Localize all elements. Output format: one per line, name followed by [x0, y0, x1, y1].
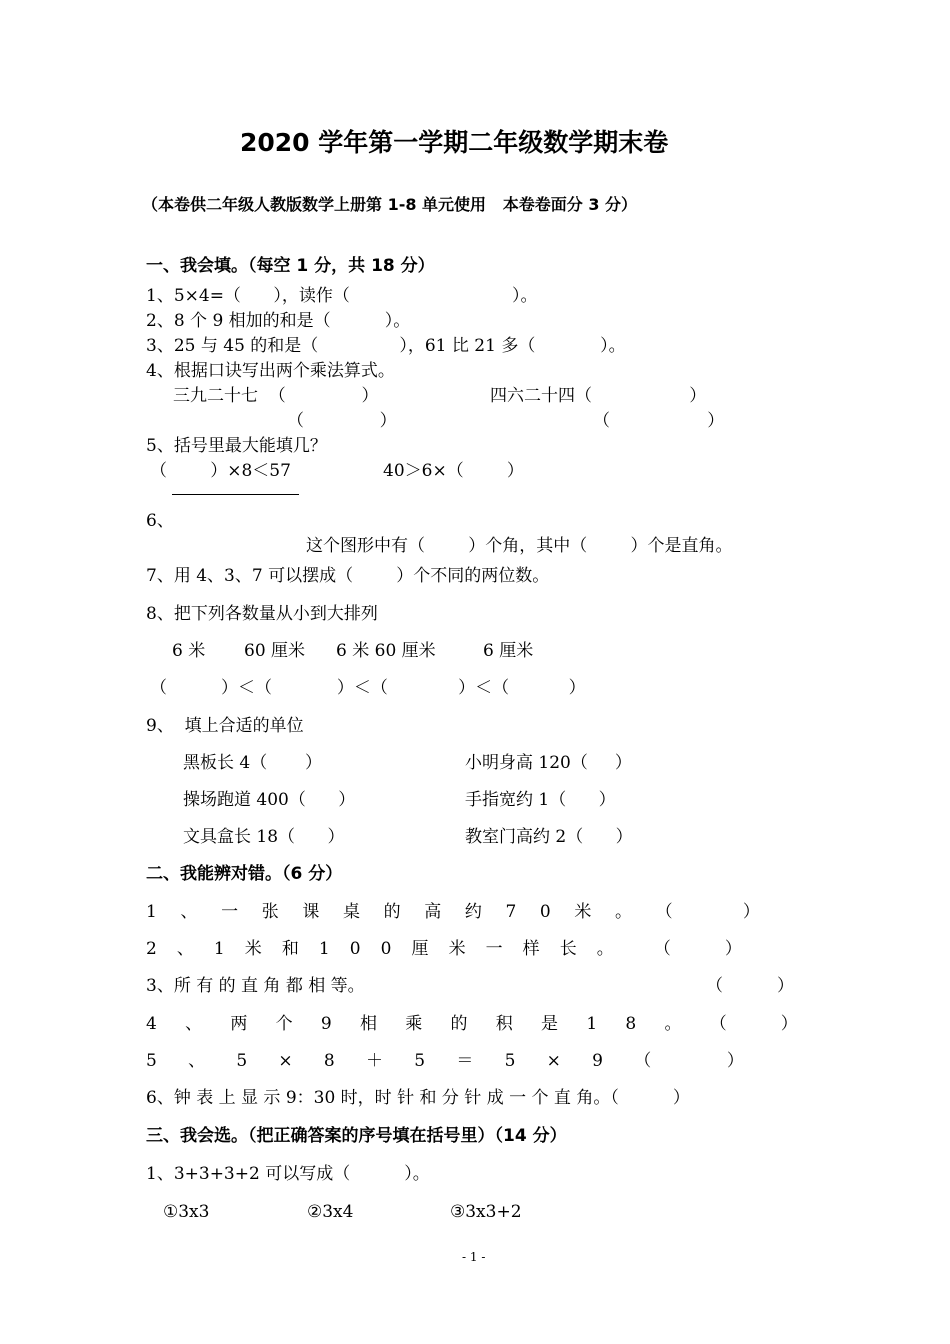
statement-token: ×: [278, 1051, 293, 1071]
question-1-5: 5、括号里最大能填几？: [146, 436, 327, 456]
unit-item: 手指宽约 1（ ）: [465, 790, 616, 810]
page-number: - 1 -: [462, 1250, 486, 1264]
statement-token: 1: [146, 902, 157, 922]
statement-token: 米: [448, 939, 466, 959]
page-title: 2020 学年第一学期二年级数学期末卷: [240, 128, 669, 157]
quantity-item: 6 米: [172, 641, 206, 661]
statement-token: 9: [592, 1051, 603, 1071]
statement-token: 课: [302, 902, 320, 922]
statement-token: 桌: [342, 902, 360, 922]
unit-item: 文具盒长 18（ ）: [183, 827, 345, 847]
question-1-4: 4、根据口诀写出两个乘法算式。: [146, 361, 395, 381]
question-1-5-b: 40＞6×（ ）: [383, 461, 524, 481]
true-false-row: [146, 941, 742, 958]
statement-token: （ ）: [653, 939, 742, 959]
choice-option: ③3x3+2: [450, 1202, 522, 1222]
statement-token: 5: [504, 1051, 516, 1071]
true-false-row: [146, 1016, 798, 1033]
section-3-heading: 三、我会选。（把正确答案的序号填在括号里）（14 分）: [146, 1126, 567, 1146]
unit-item: 教室门高约 2（ ）: [465, 827, 633, 847]
choice-option: ②3x4: [307, 1202, 354, 1222]
section-2-heading: 二、我能辨对错。（6 分）: [146, 864, 343, 884]
statement-token: 0: [380, 939, 392, 959]
true-false-row: [146, 1053, 744, 1070]
statement-token: 8: [625, 1014, 637, 1034]
ordering-blanks: （ ）＜（ ）＜（ ）＜（ ）: [150, 678, 586, 698]
statement-token: 长: [559, 939, 577, 959]
question-1-7: 7、用 4、3、7 可以摆成（ ）个不同的两位数。: [146, 566, 550, 586]
statement-token: ＝: [456, 1051, 474, 1071]
statement-token: 3、所 有 的 直 角 都 相 等。: [146, 976, 365, 996]
true-false-row: [146, 1090, 800, 1107]
statement-token: 高: [424, 902, 442, 922]
statement-token: 6、钟 表 上 显 示 9：30 时，时 针 和 分 针 成 一 个 直 角。（ ）: [146, 1088, 690, 1108]
statement-token: 一: [221, 902, 239, 922]
unit-item: 小明身高 120（ ）: [465, 753, 632, 773]
question-1-6-text: 这个图形中有（ ）个角，其中（ ）个是直角。: [306, 536, 733, 556]
statement-token: 相: [359, 1014, 377, 1034]
statement-token: 4: [146, 1014, 157, 1034]
question-1-4-d: （ ）: [593, 411, 725, 431]
section-1-heading: 一、我会填。（每空 1 分，共 18 分）: [146, 256, 435, 276]
statement-token: 和: [281, 939, 299, 959]
statement-token: 7: [505, 902, 517, 922]
statement-token: 约: [464, 902, 482, 922]
statement-token: 。: [614, 902, 632, 922]
statement-token: 5: [414, 1051, 426, 1071]
statement-token: 5: [146, 1051, 157, 1071]
quantity-item: 60 厘米: [244, 641, 306, 661]
statement-token: 5: [236, 1051, 248, 1071]
statement-token: 2: [146, 939, 157, 959]
statement-token: 米: [574, 902, 592, 922]
statement-token: 1: [213, 939, 225, 959]
question-1-8: 8、把下列各数量从小到大排列: [146, 604, 378, 624]
question-3-1: 1、3+3+3+2 可以写成（ ）。: [146, 1164, 430, 1184]
statement-token: 乘: [405, 1014, 423, 1034]
statement-token: 8: [323, 1051, 335, 1071]
statement-token: 一: [485, 939, 503, 959]
statement-token: 积: [495, 1014, 513, 1034]
question-1-6: 6、: [146, 511, 174, 531]
statement-token: 9: [320, 1014, 332, 1034]
unit-item: 黑板长 4（ ）: [183, 753, 323, 773]
statement-token: 0: [539, 902, 551, 922]
question-1-9: 9、 填上合适的单位: [146, 716, 304, 736]
true-false-row: [146, 904, 760, 921]
unit-item: 操场跑道 400（ ）: [183, 790, 356, 810]
statement-token: 、: [180, 902, 198, 922]
statement-token: （ ）: [634, 1051, 744, 1071]
statement-token: （ ）: [705, 976, 794, 996]
question-1-4-a: 三九二十七 （ ）: [173, 386, 379, 406]
quantity-item: 6 厘米: [483, 641, 534, 661]
question-1-4-c: （ ）: [287, 411, 397, 431]
statement-token: ×: [546, 1051, 561, 1071]
statement-token: 两: [230, 1014, 248, 1034]
statement-token: 米: [244, 939, 262, 959]
statement-token: 张: [261, 902, 279, 922]
choice-option: ①3x3: [163, 1202, 210, 1222]
statement-token: 的: [383, 902, 401, 922]
statement-token: 个: [275, 1014, 293, 1034]
question-1-5-a: （ ）×8＜57: [150, 461, 291, 481]
statement-token: ＋: [365, 1051, 383, 1071]
true-false-row: [146, 978, 794, 995]
statement-token: 样: [522, 939, 540, 959]
statement-token: （ ）: [655, 902, 760, 922]
quantity-item: 6 米 60 厘米: [336, 641, 436, 661]
statement-token: 厘: [411, 939, 429, 959]
angle-figure-line: [172, 494, 299, 495]
statement-token: 、: [176, 939, 194, 959]
statement-token: 的: [450, 1014, 468, 1034]
statement-token: （ ）: [709, 1014, 798, 1034]
statement-token: 1: [318, 939, 330, 959]
question-1-4-b: 四六二十四（ ）: [490, 386, 707, 406]
page-subtitle: （本卷供二年级人教版数学上册第 1-8 单元使用 本卷卷面分 3 分）: [142, 195, 638, 214]
question-1-2: 2、8 个 9 相加的和是（ ）。: [146, 311, 411, 331]
statement-token: 、: [188, 1051, 206, 1071]
statement-token: 0: [349, 939, 361, 959]
statement-token: 、: [185, 1014, 203, 1034]
statement-token: 。: [664, 1014, 682, 1034]
question-1-3: 3、25 与 45 的和是（ ），61 比 21 多（ ）。: [146, 336, 626, 356]
question-1-1: 1、5×4=（ ），读作（ ）。: [146, 286, 538, 306]
statement-token: 。: [596, 939, 614, 959]
statement-token: 是: [541, 1014, 559, 1034]
statement-token: 1: [586, 1014, 598, 1034]
